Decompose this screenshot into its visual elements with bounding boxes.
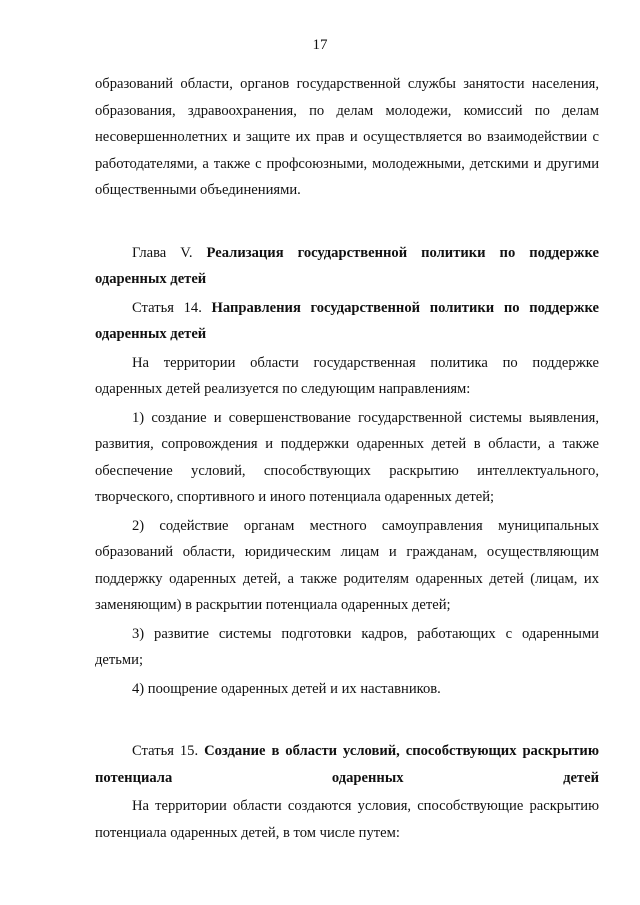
article-14-item-2: 2) содействие органам местного самоуправления муниципальных образований области, юридическим лицам и гражданам, осуществляющим поддержку одаренных детей, а также родителям одаренных детей (лицам, их заменяющим) в раскрытии потенциала одаренных детей;	[95, 517, 599, 613]
chapter-title: Реализация государственной политики по поддержке одаренных детей	[95, 244, 599, 287]
article-15-prefix: Статья 15.	[132, 743, 199, 759]
article-14-title: Направления государственной политики по поддержке одаренных детей	[95, 299, 599, 342]
document-body	[95, 71, 599, 846]
article-15-intro: На территории области создаются условия, способствующие раскрытию потенциала одаренных детей, в том числе путем:	[95, 798, 599, 841]
article-14-heading	[95, 295, 599, 348]
article-14-item-3: 3) развитие системы подготовки кадров, работающих с одаренными детьми;	[95, 625, 599, 668]
page-number: 17	[312, 37, 328, 53]
article-14-item-1: 1) создание и совершенствование государственной системы выявления, развития, сопровождения и поддержки одаренных детей в области, а также обеспечение условий, способствующих раскрытию интеллектуального, творческого, спортивного и иного потенциала одаренных детей;	[95, 409, 599, 505]
chapter-prefix: Глава V.	[132, 244, 193, 261]
article-15-title: Создание в области условий, способствующих раскрытию потенциала одаренных детей	[95, 743, 599, 786]
chapter-heading	[95, 240, 599, 293]
article-15-heading	[95, 738, 599, 791]
article-14-item-4: 4) поощрение одаренных детей и их наставников.	[132, 680, 441, 697]
article-14-prefix: Статья 14.	[132, 299, 202, 316]
continuation-paragraph: образований области, органов государственной службы занятости населения, образования, здравоохранения, по делам молодежи, комиссий по делам несовершеннолетних и защите их прав и осуществляется во взаимодействии с работодателями, а также с профсоюзными, молодежными, детскими и другими общественными объединениями.	[95, 76, 599, 198]
article-14-intro: На территории области государственная политика по поддержке одаренных детей реализуется по следующим направлениям:	[95, 354, 599, 397]
